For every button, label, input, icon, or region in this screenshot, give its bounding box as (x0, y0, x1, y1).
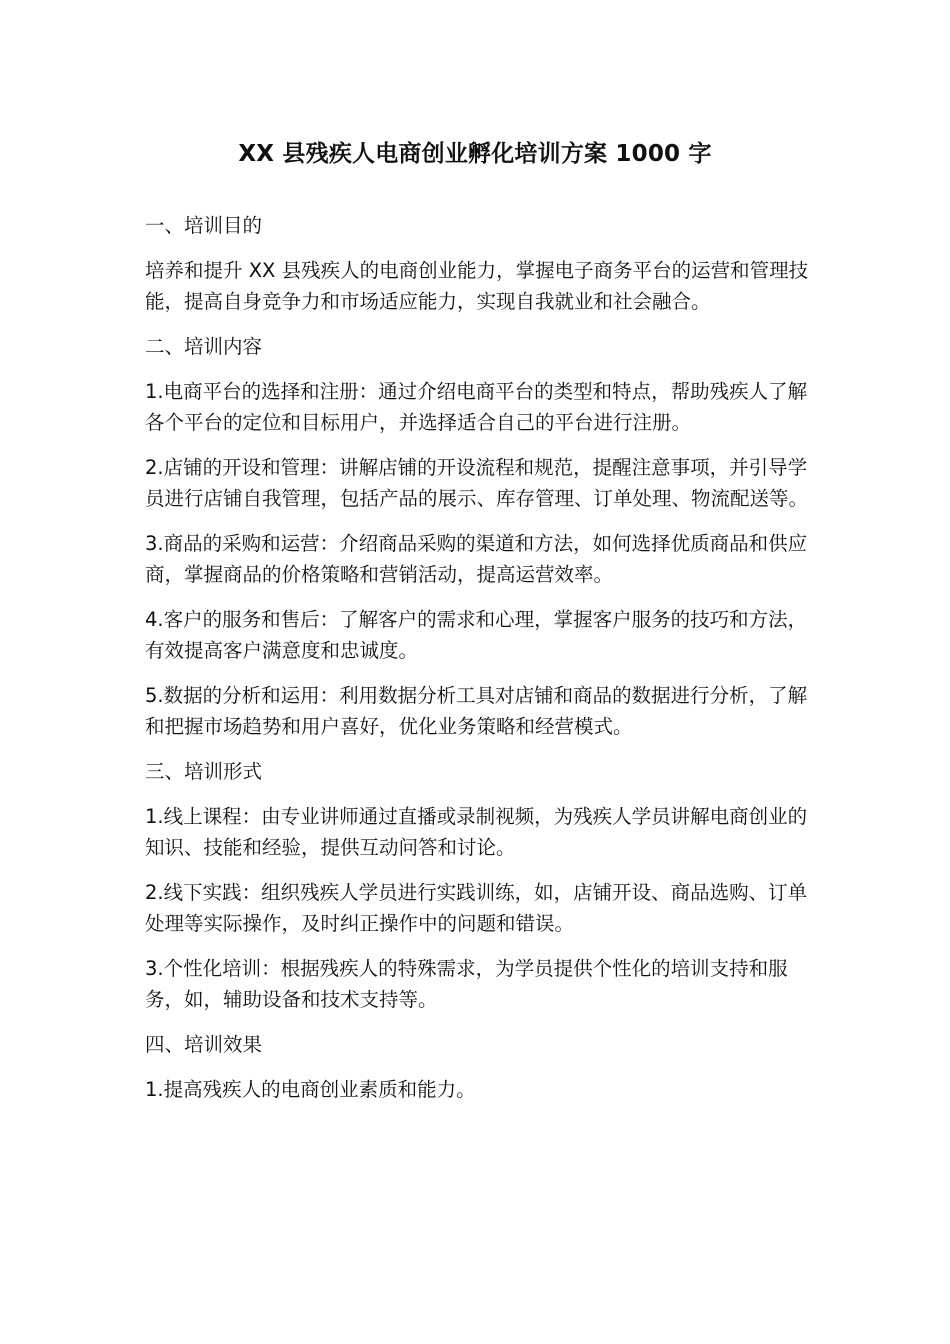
paragraph-purpose: 培养和提升 XX 县残疾人的电商创业能力，掌握电子商务平台的运营和管理技能，提高自身竞争力和市场适应能力，实现自我就业和社会融合。 (145, 259, 809, 313)
paragraph-effect-1: 1.提高残疾人的电商创业素质和能力。 (145, 1078, 476, 1101)
paragraph-content-2: 2.店铺的开设和管理：讲解店铺的开设流程和规范，提醒注意事项，并引导学员进行店铺自我管理，包括产品的展示、库存管理、订单处理、物流配送等。 (145, 456, 809, 510)
paragraph-content-3: 3.商品的采购和运营：介绍商品采购的渠道和方法，如何选择优质商品和供应商，掌握商品的价格策略和营销活动，提高运营效率。 (145, 532, 808, 586)
paragraph-format-3: 3.个性化培训：根据残疾人的特殊需求，为学员提供个性化的培训支持和服务，如，辅助设备和技术支持等。 (145, 957, 788, 1011)
section-heading-effect: 四、培训效果 (145, 1033, 263, 1056)
paragraph-content-5: 5.数据的分析和运用：利用数据分析工具对店铺和商品的数据进行分析，了解和把握市场趋势和用户喜好，优化业务策略和经营模式。 (145, 684, 808, 738)
paragraph-format-1: 1.线上课程：由专业讲师通过直播或录制视频，为残疾人学员讲解电商创业的知识、技能和经验，提供互动问答和讨论。 (145, 805, 808, 859)
section-heading-format: 三、培训形式 (145, 760, 263, 783)
section-heading-purpose: 一、培训目的 (145, 214, 263, 237)
paragraph-content-1: 1.电商平台的选择和注册：通过介绍电商平台的类型和特点，帮助残疾人了解各个平台的定位和目标用户，并选择适合自己的平台进行注册。 (145, 380, 808, 434)
section-heading-content: 二、培训内容 (145, 335, 263, 358)
document-body (145, 210, 810, 1119)
paragraph-format-2: 2.线下实践：组织残疾人学员进行实践训练，如，店铺开设、商品选购、订单处理等实际操作，及时纠正操作中的问题和错误。 (145, 881, 808, 935)
document-title: XX 县残疾人电商创业孵化培训方案 1000 字 (238, 141, 712, 167)
paragraph-content-4: 4.客户的服务和售后：了解客户的需求和心理，掌握客户服务的技巧和方法，有效提高客户满意度和忠诚度。 (145, 608, 808, 662)
